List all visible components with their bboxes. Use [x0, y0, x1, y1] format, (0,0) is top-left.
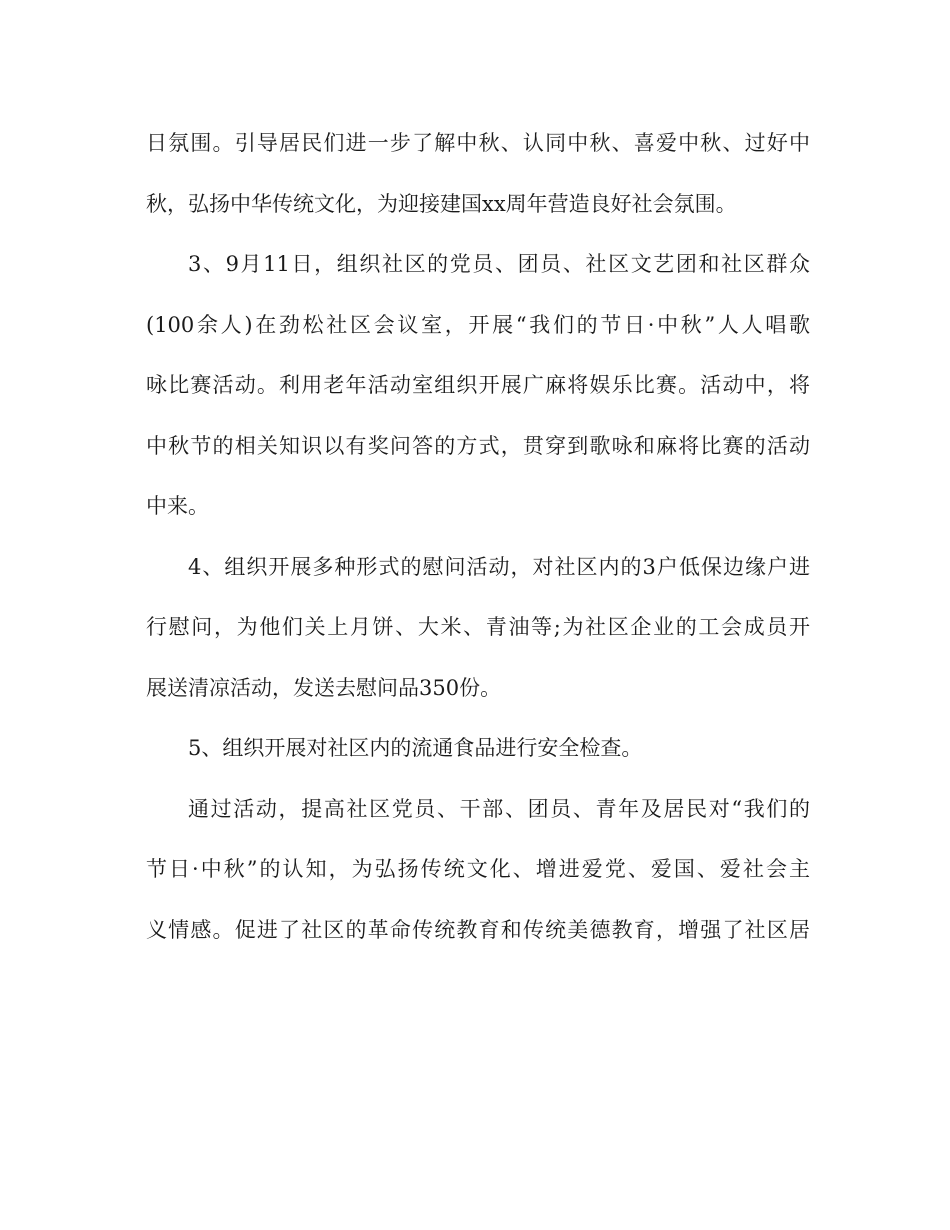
text-line: 节日·中秋”的认知，为弘扬传统文化、增进爱党、爱国、爱社会主: [146, 857, 810, 881]
text-line: 义情感。促进了社区的革命传统教育和传统美德教育，增强了社区居: [146, 917, 810, 942]
text-line: 行慰问，为他们关上月饼、大米、青油等;为社区企业的工会成员开: [146, 615, 810, 639]
text-line: 中来。: [146, 494, 209, 518]
text-line: 3、9月11日，组织社区的党员、团员、社区文艺团和社区群众: [188, 252, 810, 276]
text-line: 秋，弘扬中华传统文化，为迎接建国xx周年营造良好社会氛围。: [146, 191, 737, 216]
text-line: 5、组织开展对社区内的流通食品进行安全检查。: [188, 736, 643, 760]
text-line: 4、组织开展多种形式的慰问活动，对社区内的3户低保边缘户进: [188, 554, 810, 579]
text-line: (100余人)在劲松社区会议室，开展“我们的节日·中秋”人人唱歌: [146, 312, 810, 337]
text-line: 咏比赛活动。利用老年活动室组织开展广麻将娱乐比赛。活动中，将: [146, 373, 810, 397]
text-line: 展送清凉活动，发送去慰问品350份。: [146, 675, 502, 700]
text-line: 日氛围。引导居民们进一步了解中秋、认同中秋、喜爱中秋、过好中: [146, 131, 810, 155]
body-text: [146, 123, 810, 970]
text-line: 通过活动，提高社区党员、干部、团员、青年及居民对“我们的: [188, 796, 810, 821]
text-line: 中秋节的相关知识以有奖问答的方式，贯穿到歌咏和麻将比赛的活动: [146, 433, 810, 458]
